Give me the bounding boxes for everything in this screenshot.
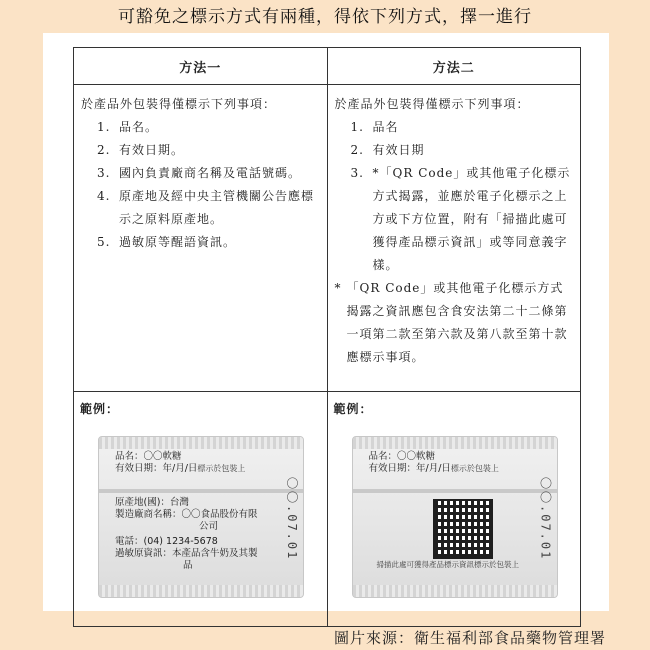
content-panel [43,33,609,611]
method1-list [81,116,321,254]
example-label: 範例： [333,402,373,416]
method1-cell [74,85,328,392]
page-title: 可豁免之標示方式有兩種，得依下列方式，擇一進行 [118,7,532,27]
package-maker: 製造廠商名稱：〇〇食品股份有限 [115,509,258,520]
package-name: 品名：〇〇軟糖 [115,451,182,462]
package-name: 品名：〇〇軟糖 [368,451,436,462]
package-scan-text: 掃描此處可獲得產品標示資訊標示於包裝上 [376,560,519,569]
package-allergen: 過敏原資訊：本產品含牛奶及其製 [115,548,258,559]
package-seal-band [353,489,557,493]
list-item: 4. 原產地及經中央主管機關公告應標示之原料原產地。 [97,189,315,226]
method2-cell [327,85,581,392]
package-origin: 原產地(國)：台灣 [115,497,189,508]
method1-example-cell [74,392,328,627]
method2-lead: 於產品外包裝得僅標示下列事項： [334,97,530,111]
package-example-1 [98,436,304,598]
example-label: 範例： [80,402,120,416]
package-maker-cont: 公司 [199,521,219,532]
comparison-table [73,47,581,627]
package-date: 〇〇.07.01 [285,477,299,561]
package-date: 〇〇.07.01 [538,477,553,561]
method2-example-cell [327,392,581,627]
list-item: 2. 有效日期 [350,143,425,157]
package-example-2 [352,436,558,598]
list-item: 3. 國內負責廠商名稱及電話號碼。 [97,166,302,180]
method2-list [335,116,575,277]
method1-header: 方法一 [74,48,328,85]
list-item: 5. 過敏原等醒語資訊。 [97,235,237,249]
image-source: 圖片來源：衛生福利部食品藥物管理署 [333,629,606,647]
method1-lead: 於產品外包裝得僅標示下列事項： [81,97,277,111]
note-text: 「QR Code」或其他電子化標示方式揭露之資訊應包含食安法第二十二條第一項第二款至第六款及第八款至第十款應標示事項。 [346,281,568,364]
list-item: 1. 品名 [350,120,399,134]
package-expiry: 有效日期：年/月/日標示於包裝上 [368,463,499,474]
list-item: 2. 有效日期。 [97,143,185,157]
package-phone: 電話：(04) 1234-5678 [115,536,218,547]
method2-note [335,277,575,369]
package-allergen-cont: 品 [183,560,193,571]
list-item: 1. 品名。 [97,120,159,134]
package-expiry: 有效日期：年/月/日標示於包裝上 [115,463,246,474]
list-item: 3. *「QR Code」或其他電子化標示方式揭露，並應於電子化標示之上方或下方位置，附有「掃描此處可獲得產品標示資訊」或等同意義字樣。 [350,166,571,272]
note-asterisk: * [334,281,342,295]
package-seal-band [99,489,303,493]
qr-code-icon [433,499,493,559]
method2-header: 方法二 [327,48,581,85]
